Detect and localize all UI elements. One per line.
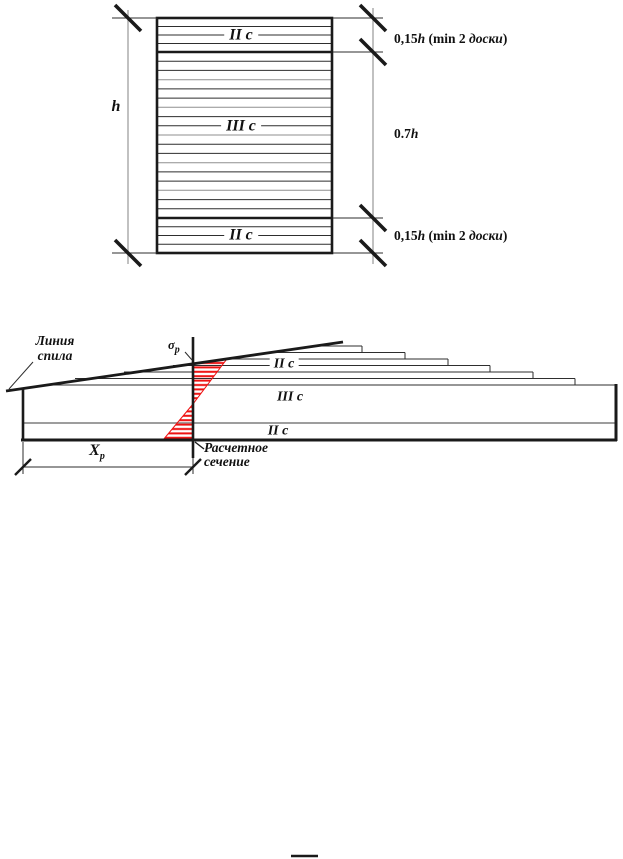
zone-label-top-IIc: II с <box>224 28 258 43</box>
zone-label-bottom-IIc: II с <box>224 228 258 243</box>
height-label: h <box>111 98 121 115</box>
elev-zone-label-IIIc: III с <box>276 389 304 405</box>
laminations-middle-zone <box>158 61 331 209</box>
saw-label-leader <box>9 362 33 389</box>
dim-label-mid: 0.7h <box>394 126 419 141</box>
section-label-leader <box>195 442 204 449</box>
design-section-label: Расчетное сечение <box>204 440 268 469</box>
stress-diagram <box>163 359 227 440</box>
elev-zone-label-top-IIc: II с <box>270 358 299 371</box>
saw-line-label: Линия спила <box>35 333 75 363</box>
dim-label-top: 0,15h (min 2 доски) <box>394 31 508 46</box>
stress-triangle-top <box>193 359 227 404</box>
sigma-p-label: $\sigma_р$ <box>168 338 180 356</box>
step-lamination-lines <box>50 346 616 385</box>
dim-label-bottom: 0,15h (min 2 доски) <box>394 228 508 243</box>
zone-label-IIIc: III с <box>221 119 261 134</box>
sigma-leader <box>185 352 192 360</box>
stress-triangle-bottom <box>163 404 193 440</box>
xp-dimension-label: $Х_р$ <box>89 441 105 463</box>
elev-zone-label-bottom-IIc: II с <box>267 423 289 439</box>
